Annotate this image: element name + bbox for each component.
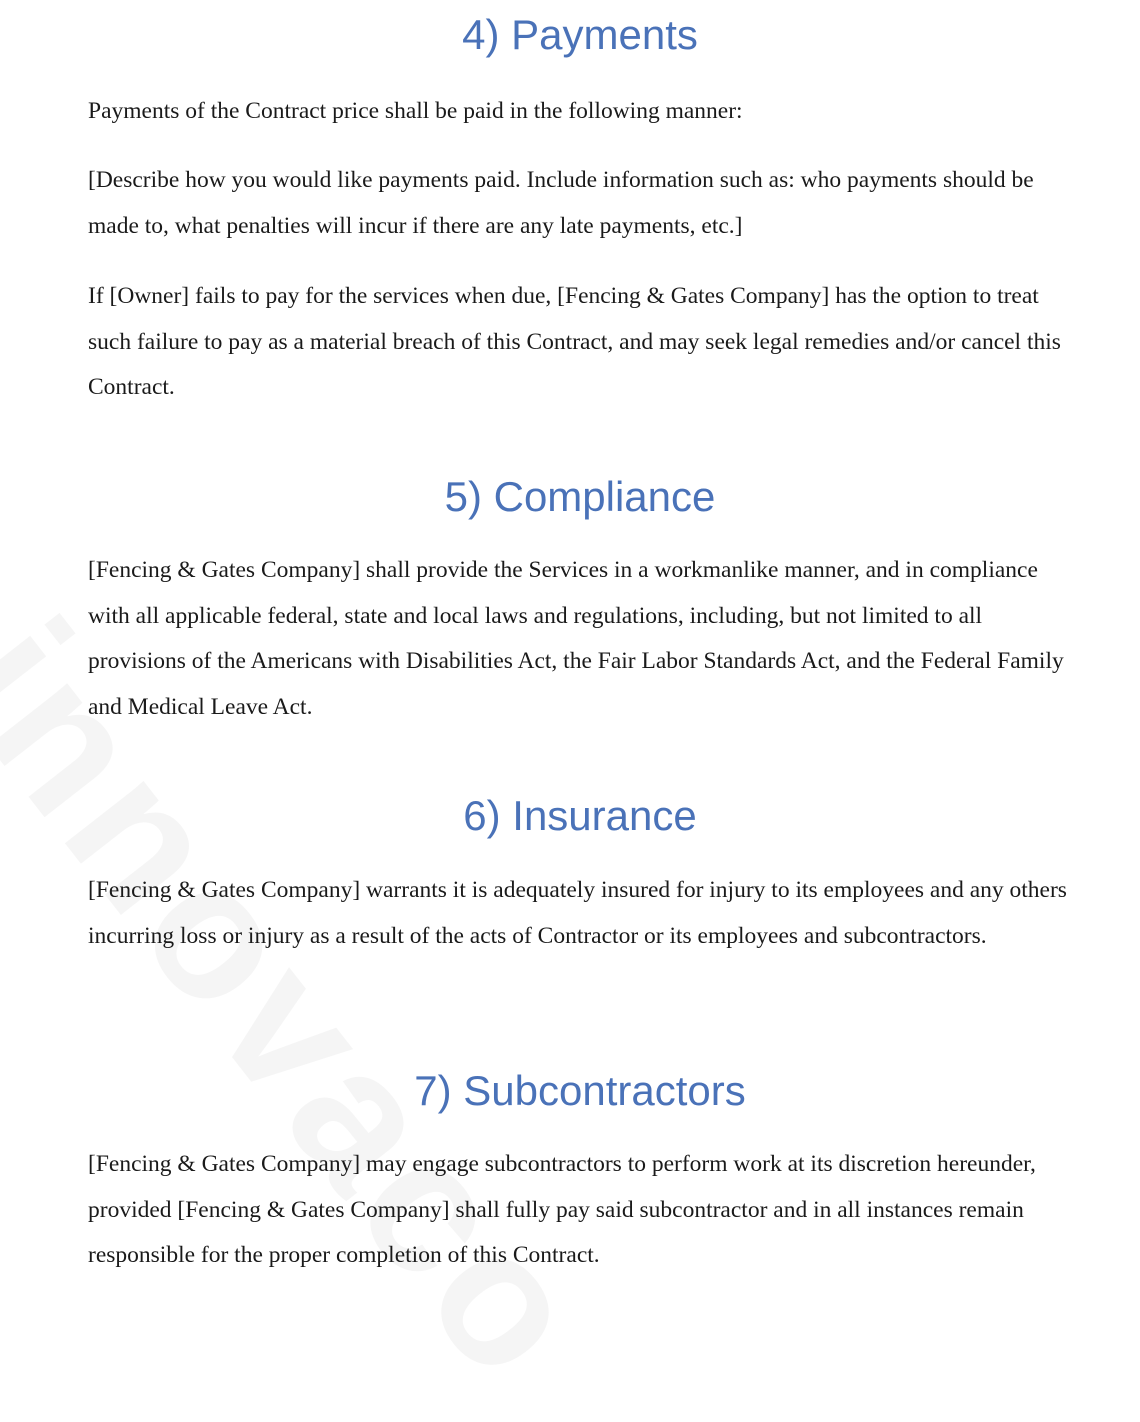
payments-paragraph-3: If [Owner] fails to pay for the services when due, [Fencing & Gates Company] has the option to treat such failure to pay as a material breach of this Contract, and may seek legal remedies and/or cancel this Contract.: [88, 283, 1061, 400]
subcontractors-paragraph-1: [Fencing & Gates Company] may engage subcontractors to perform work at its discretion hereunder, provided [Fencing & Gates Company] shall fully pay said subcontractor and in all instances remain responsible for the proper completion of this Contract.: [88, 1151, 1036, 1268]
heading-subcontractors: 7) Subcontractors: [414, 1067, 746, 1114]
heading-payments: 4) Payments: [462, 11, 698, 58]
payments-paragraph-1: Payments of the Contract price shall be paid in the following manner:: [88, 98, 743, 124]
insurance-paragraph-1: [Fencing & Gates Company] warrants it is adequately insured for injury to its employees and any others incurring loss or injury as a result of the acts of Contractor or its employees and subcontractors.: [88, 877, 1067, 949]
compliance-paragraph-1: [Fencing & Gates Company] shall provide the Services in a workmanlike manner, and in compliance with all applicable federal, state and local laws and regulations, including, but not limited to all provisions of the Americans with Disabilities Act, the Fair Labor Standards Act, and the Federal Family and Medical Leave Act.: [88, 557, 1064, 720]
heading-insurance: 6) Insurance: [463, 792, 697, 839]
heading-compliance: 5) Compliance: [444, 473, 716, 520]
payments-paragraph-2: [Describe how you would like payments paid. Include information such as: who payments should be made to, what penalties will incur if there are any late payments, etc.]: [88, 167, 1034, 239]
